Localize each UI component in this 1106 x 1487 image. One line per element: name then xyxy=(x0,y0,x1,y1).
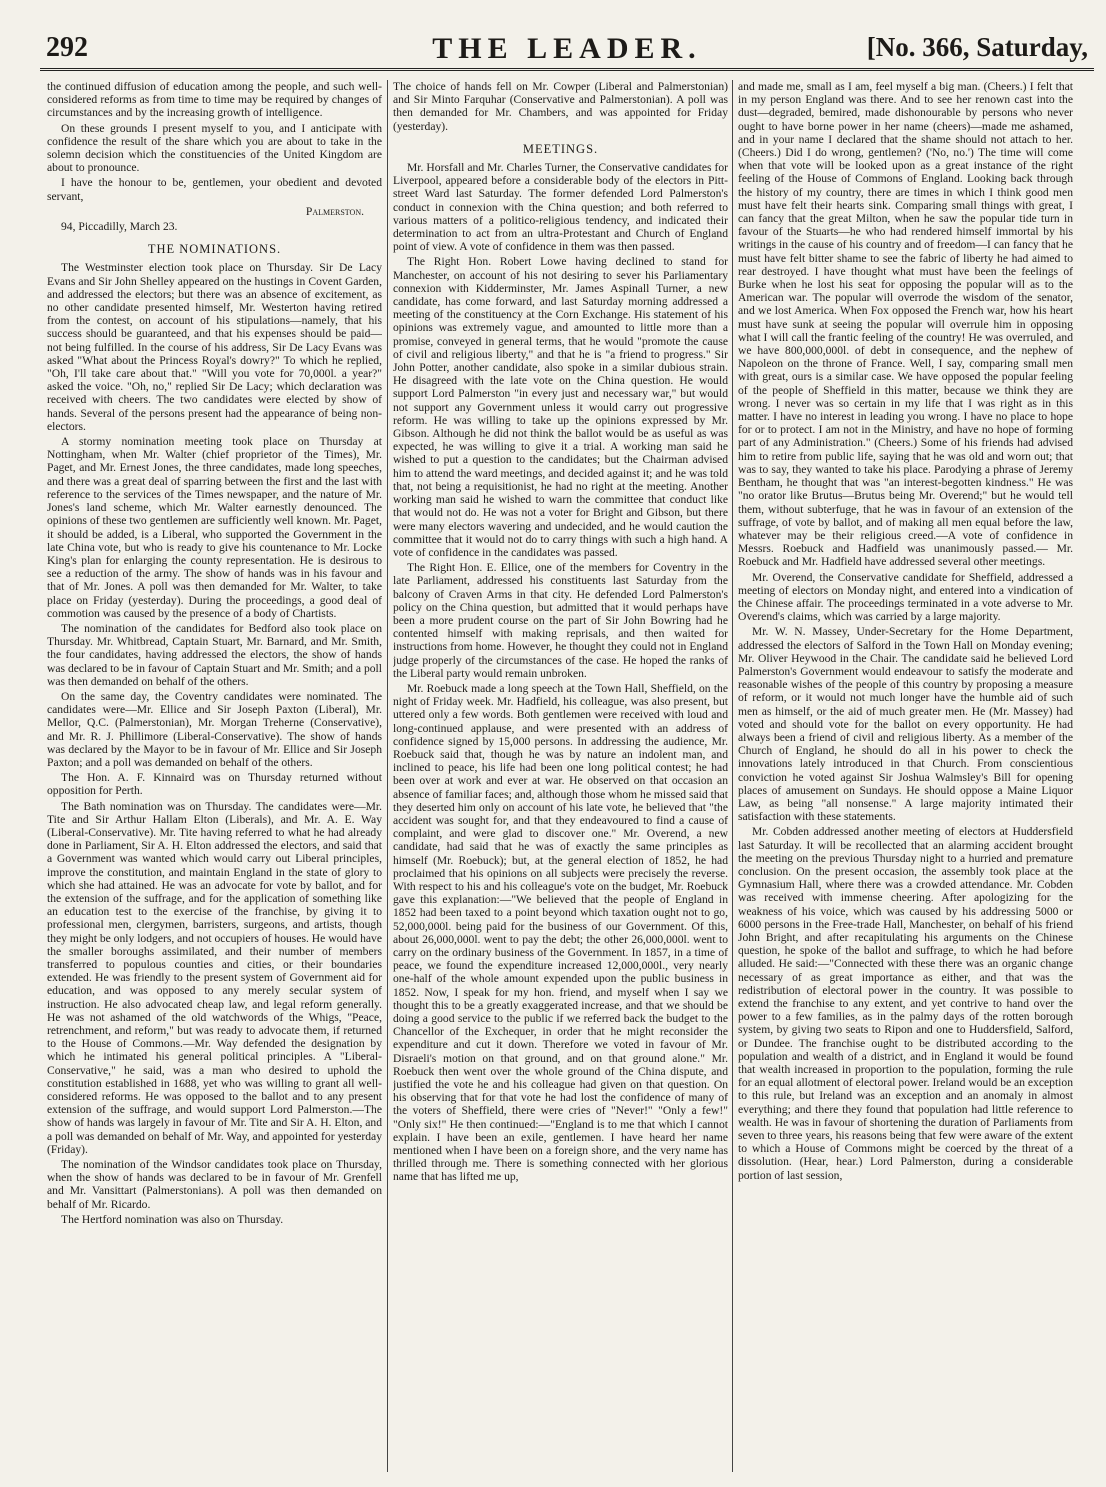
paragraph: and made me, small as I am, feel myself a big man. (Cheers.) I felt that in my person England was there. And to see her renown cast into the dust—degraded, bemired, made dishonourable by persons who never ought to have borne power in her name (cheers)—made me ashamed, and in your name I declared that the shame should not attach to her. (Cheers.) Did I do wrong, gentlemen? ('No, no.') The time will come when that vote will be looked upon as a great instance of the right feeling of the House of Commons of England. Looking back through the history of my country, there are times in which I think good men must have felt their hearts sink. Comparing small things with great, I can fancy that the great Milton, when he saw the popular tide turn in favour of the Stuarts—he who had rendered himself immortal by his writings in the cause of his country and of freedom—I can fancy that he must have felt bitter shame to see the fabric of liberty he had aimed to rear destroyed. I have thought what must have been the feelings of Burke when he lost his seat for opposing the popular will as to the American war. The popular will overrode the wisdom of the senator, and we lost America. When Fox opposed the French war, how his heart must have sunk at seeing the popular will overrule him in opposing what I will call the frantic feeling of the country! He was overruled, and we have 800,000,000l. of debt in consequence, and the nephew of Napoleon on the throne of France. Well, I say, comparing small men with great, ours is a similar case. We have opposed the popular feeling of the people of Sheffield in this matter, because we think they are wrong. I never was so certain in my life that I was right as in this matter. I have no interest in leading you wrong. I have no place to hope for or to protect. I am not in the Ministry, and have no hope of forming part of any Administration." (Cheers.) Some of his friends had advised him to retire from public life, saying that he was old and worn out; that was to say, they wanted to take his place. Parodying a phrase of Jeremy Bentham, he thought that was "an interest-begotten kindness." He was "no orator like Brutus—Brutus being Mr. Overend;" but he would tell them, without subterfuge, that he was in favour of an extension of the suffrage, of vote by ballot, and of making all men equal before the law, whatever may be their religious creed.—A vote of confidence in Messrs. Roebuck and Hadfield was unanimously passed.— Mr. Roebuck and Mr. Hadfield have addressed several other meetings. xyxy=(738,80,1073,569)
paragraph: the continued diffusion of education among the people, and such well-considered reforms as from time to time may be required by changes of circumstances and by the increasing growth of intelligence. xyxy=(47,80,382,120)
paragraph: A stormy nomination meeting took place on Thursday at Nottingham, when Mr. Walter (chief proprietor of the Times), Mr. Paget, and Mr. Ernest Jones, the three candidates, made long speeches, and there was a great deal of sparring between the first and the last with reference to the services of the Times newspaper, and the nature of Mr. Jones's land scheme, which Mr. Walter earnestly denounced. The opinions of these two gentlemen are sufficiently well known. Mr. Paget, it should be added, is a Liberal, who supported the Government in the late China vote, but who is ready to give his countenance to Mr. Locke King's plan for enlarging the county representation. He is desirous to see a reduction of the army. The show of hands was in his favour and that of Mr. Jones. A poll was then demanded for Mr. Walter, to take place on Friday (yesterday). During the proceedings, a good deal of commotion was caused by the presence of a body of Chartists. xyxy=(47,435,382,620)
column-2 xyxy=(393,80,728,1472)
address: 94, Piccadilly, March 23. xyxy=(61,220,178,234)
column-1 xyxy=(47,80,382,1472)
paragraph: On the same day, the Coventry candidates were nominated. The candidates were—Mr. Ellice and Sir Joseph Paxton (Liberal), Mr. Mellor, Q.C. (Palmerstonian), Mr. Morgan Treherne (Conservative), and Mr. R. J. Phillimore (Liberal-Conservative). The show of hands was declared by the Mayor to be in favour of Mr. Ellice and Sir Joseph Paxton; and a poll was demanded on behalf of the others. xyxy=(47,689,382,769)
paragraph: Mr. Roebuck made a long speech at the Town Hall, Sheffield, on the night of Friday week. Mr. Hadfield, his colleague, was also present, but uttered only a few words. Both gentlemen were received with loud and long-continued applause, and were presented with an address of confidence signed by 15,000 persons. In addressing the audience, Mr. Roebuck said that, though he was by nature an indolent man, and inclined to peace, his life had been one long political contest; he had been over at work and ever at war. He observed on that occasion an absence of familiar faces; and, although those whom he missed said that they deserted him only on account of his late vote, he believed that "the accident was sought for, and that they endeavoured to find a cause of complaint, and were glad to discover one." Mr. Overend, a new candidate, had said that he was of exactly the same principles as himself (Mr. Roebuck); but, at the general election of 1852, he had proclaimed that his opinions on all subjects were precisely the reverse. With respect to his and his colleague's vote on the budget, Mr. Roebuck gave this explanation:—"We believed that the people of England in 1852 had been taxed to a point beyond which taxation ought not to go, 52,000,000l. being paid for the business of our Government. Of this, about 26,000,000l. went to pay the debt; the other 26,000,000l. went to carry on the ordinary business of the Government. In 1857, in a time of peace, we found the expenditure increased 12,000,000l., very nearly one-half of the whole amount expended upon the public business in 1852. Now, I speak for my hon. friend, and myself when I say we thought this to be a greatly exaggerated increase, and that we should be doing a good service to the public if we referred back the budget to the Chancellor of the Exchequer, in order that he might reconsider the expenditure and cut it down. Therefore we voted in favour of Mr. Disraeli's motion on that ground, and on that ground alone." Mr. Roebuck then went over the whole ground of the China dispute, and justified the vote he and his colleague had given on that question. On his observing that for that vote he had lost the confidence of many of the voters of Sheffield, there were cries of "Never!" "Only a few!" "Only six!" He then continued:—"England is to me that which I cannot explain. I have been an exile, gentlemen. I have heard her name mentioned when I have been on a foreign shore, and the very name has thrilled through me. There is something connected with her glorious name that has lifted me up, xyxy=(393,681,728,1184)
column-rule xyxy=(387,80,388,1472)
paragraph: The Hertford nomination was also on Thursday. xyxy=(61,1212,284,1226)
paragraph: Mr. Overend, the Conservative candidate for Sheffield, addressed a meeting of electors on Monday night, and entered into a vindication of the Chinese affair. The proceedings terminated in a vote adverse to Mr. Overend's claims, which was carried by a large majority. xyxy=(738,570,1073,624)
paragraph: The choice of hands fell on Mr. Cowper (Liberal and Palmerstonian) and Sir Minto Farquhar (Conservative and Palmerstonian). A poll was then demanded for Mr. Chambers, and was appointed for Friday (yesterday). xyxy=(393,80,728,133)
column-rule xyxy=(732,80,733,1472)
paragraph: Mr. Cobden addressed another meeting of electors at Huddersfield last Saturday. It will be recollected that an alarming accident brought the meeting on the previous Thursday night to a hurried and premature conclusion. On the present occasion, the assembly took place at the Gymnasium Hall, where there was a crowded attendance. Mr. Cobden was received with immense cheering. After apologizing for the weakness of his voice, which was caused by his addressing 5000 or 6000 persons in the Free-trade Hall, Manchester, on behalf of his friend John Bright, and after recapitulating his arguments on the Chinese question, he spoke of the ballot and suffrage, to which he had before alluded. He said:—"Connected with these there was an organic change necessary of as great importance as either, and that was the redistribution of electoral power in the country. It was possible to extend the franchise to any extent, and yet contrive to hand over the power to a few families, as in the palmy days of the rotten borough system, by giving two seats to Ripon and one to Huddersfield, Salford, or Dundee. The franchise ought to be distributed according to the population and wealth of a district, and in England it would be found that wealth increased in proportion to the population, forming the rule for an equal allotment of electoral power. Ireland would be an exception to this rule, but Ireland was an exception and an anomaly in almost everything; and there they found that population had little reference to wealth. He was in favour of shortening the duration of Parliaments from seven to three years, his reasons being that few were aware of the extent to which a House of Commons might be coerced by the threat of a dissolution. (Hear, hear.) Lord Palmerston, during a considerable portion of last session, xyxy=(738,825,1073,1182)
paragraph: The Right Hon. Robert Lowe having declined to stand for Manchester, on account of his not desiring to sever his Parliamentary connexion with Kidderminster, Mr. James Aspinall Turner, a new candidate, has come forward, and last Saturday morning addressed a meeting of the constituency at the Corn Exchange. His statement of his opinions was extremely vague, and amounted to little more than a promise, conveyed in general terms, that he would "promote the cause of civil and religious liberty," and that he is "a friend to progress." Sir John Potter, another candidate, also spoke in a similar dubious strain. He disagreed with the late vote on the China question. He would support Lord Palmerston "in every just and necessary war," but would not support any Government unless it would carry out progressive reform. He was willing to take up the opinions expressed by Mr. Gibson. Although he did not think the ballot would be as useful as was expected, he was willing to give it a trial. A working man said he wished to put a question to the candidates; but the Chairman advised him to attend the ward meetings, and decided against it; and he was told that, not being a requisitionist, he had no right at the meeting. Another working man said he wished to warn the committee that conduct like that would not do. He was not a voter for Bright and Gibson, but there were many electors wavering and undecided, and he would caution the committee that it would not do to carry things with such a high hand. A vote of confidence in the candidates was passed. xyxy=(393,255,728,559)
paragraph: Mr. Horsfall and Mr. Charles Turner, the Conservative candidates for Liverpool, appeared before a considerable body of the electors in Pitt-street Ward last Saturday. The former defended Lord Palmerston's conduct in connexion with the China question; and both referred to various matters of a politico-religious tendency, and indicated their determination to act from an ultra-Protestant and Church of England point of view. A vote of confidence in them was then passed. xyxy=(393,161,728,254)
section-heading: MEETINGS. xyxy=(522,141,599,156)
column-3 xyxy=(738,80,1073,1472)
paragraph: I have the honour to be, gentlemen, your obedient and devoted servant, xyxy=(47,176,382,203)
signature: Palmerston. xyxy=(305,204,364,218)
masthead: THE LEADER. xyxy=(432,32,702,65)
paragraph: The Right Hon. E. Ellice, one of the members for Coventry in the late Parliament, addressed his constituents last Saturday from the balcony of Craven Arms in that city. He defended Lord Palmerston's policy on the China question, but admitted that it would perhaps have been a more prudent course on the part of Sir John Bowring had he contented himself with making reprisals, and then waited for instructions from home. However, he thought they could not in England judge properly of the circumstances of the case. He hoped the ranks of the Liberal party would remain unbroken. xyxy=(393,561,728,680)
paragraph: The nomination of the Windsor candidates took place on Thursday, when the show of hands was declared to be in favour of Mr. Grenfell and Mr. Vansittart (Palmerstonians). A poll was then demanded on behalf of Mr. Ricardo. xyxy=(47,1158,382,1211)
paragraph: Mr. W. N. Massey, Under-Secretary for the Home Department, addressed the electors of Salford in the Town Hall on Monday evening; Mr. Oliver Heywood in the Chair. The candidate said he believed Lord Palmerston's Government would endeavour to satisfy the moderate and reasonable wishes of the people of this country by proposing a measure of reform, or it would not much longer have the humble aid of such men as himself, or the aid of much greater men. He (Mr. Massey) had voted and should vote for the ballot on every opportunity. He had always been a friend of civil and religious liberty. As a member of the Church of England, he should do all in his power to check the innovations lately introduced in that Church. From conscientious conviction he voted against Sir Joshua Walmsley's Bill for opening places of amusement on Sundays. He should oppose a Maine Liquor Law, as being "all nonsense." A large majority intimated their satisfaction with these statements. xyxy=(738,625,1073,824)
section-heading: THE NOMINATIONS. xyxy=(147,242,282,257)
paragraph: On these grounds I present myself to you, and I anticipate with confidence the result of the share which you are about to take in the solemn decision which the constituencies of the United Kingdom are about to pronounce. xyxy=(47,121,382,175)
paragraph: The nomination of the candidates for Bedford also took place on Thursday. Mr. Whitbread, Captain Stuart, Mr. Barnard, and Mr. Smith, the four candidates, having addressed the electors, the show of hands was declared to be in favour of Captain Stuart and Mr. Smith; and a poll was then demanded on behalf of the others. xyxy=(47,621,382,688)
paragraph: The Hon. A. F. Kinnaird was on Thursday returned without opposition for Perth. xyxy=(47,771,382,798)
page-header xyxy=(40,24,1094,71)
page-number: 292 xyxy=(46,32,88,63)
paragraph: The Westminster election took place on Thursday. Sir De Lacy Evans and Sir John Shelley appeared on the hustings in Covent Garden, and addressed the electors; but there was an absence of excitement, as no other candidate presented himself, Mr. Westerton having retired from the contest, on account of his stipulations—namely, that his success should be guaranteed, and that his expenses should be paid—not being fulfilled. In the course of his address, Sir De Lacy Evans was asked "What about the Princess Royal's dowry?" To which he replied, "Oh, I'll take care about that." "Will you vote for 70,000l. a year?" asked the voice. "Oh, no," replied Sir De Lacy; which declaration was received with cheers. The two candidates were elected by show of hands. Several of the persons present had the appearance of being non-electors. xyxy=(47,261,382,433)
issue-info: [No. 366, Saturday, xyxy=(866,32,1088,62)
paragraph: The Bath nomination was on Thursday. The candidates were—Mr. Tite and Sir Arthur Hallam Elton (Liberals), and Mr. A. E. Way (Liberal-Conservative). Mr. Tite having referred to what he had already done in Parliament, Sir A. H. Elton addressed the electors, and said that a Government was wanted which would carry out Liberal principles, improve the constitution, and maintain England in the state of glory to which she had attained. He was an advocate for vote by ballot, and for the extension of the suffrage, and for the application of something like an education test to the exercise of the franchise, by giving it to professional men, clergymen, barristers, surgeons, and artists, though they might be only lodgers, and not occupiers of houses. He would have the smaller boroughs assimilated, and their number of members transferred to populous counties and cities, or their boundaries extended. He was friendly to the present system of Government aid for education, and was opposed to any merely secular system of instruction. He also advocated cheap law, and legal reform generally. He was not ashamed of the old watchwords of the Whigs, "Peace, retrenchment, and reform," but was ready to advocate them, if returned to the House of Commons.—Mr. Way defended the designation by which he intimated his general political principles. A "Liberal-Conservative," he said, was a man who desired to uphold the constitution established in 1688, yet who was willing to grant all well-considered reforms. He was opposed to the ballot and to any present extension of the suffrage, and would support Lord Palmerston.—The show of hands was largely in favour of Mr. Tite and Sir A. H. Elton, and a poll was demanded on behalf of Mr. Way, and appointed for yesterday (Friday). xyxy=(47,799,382,1156)
